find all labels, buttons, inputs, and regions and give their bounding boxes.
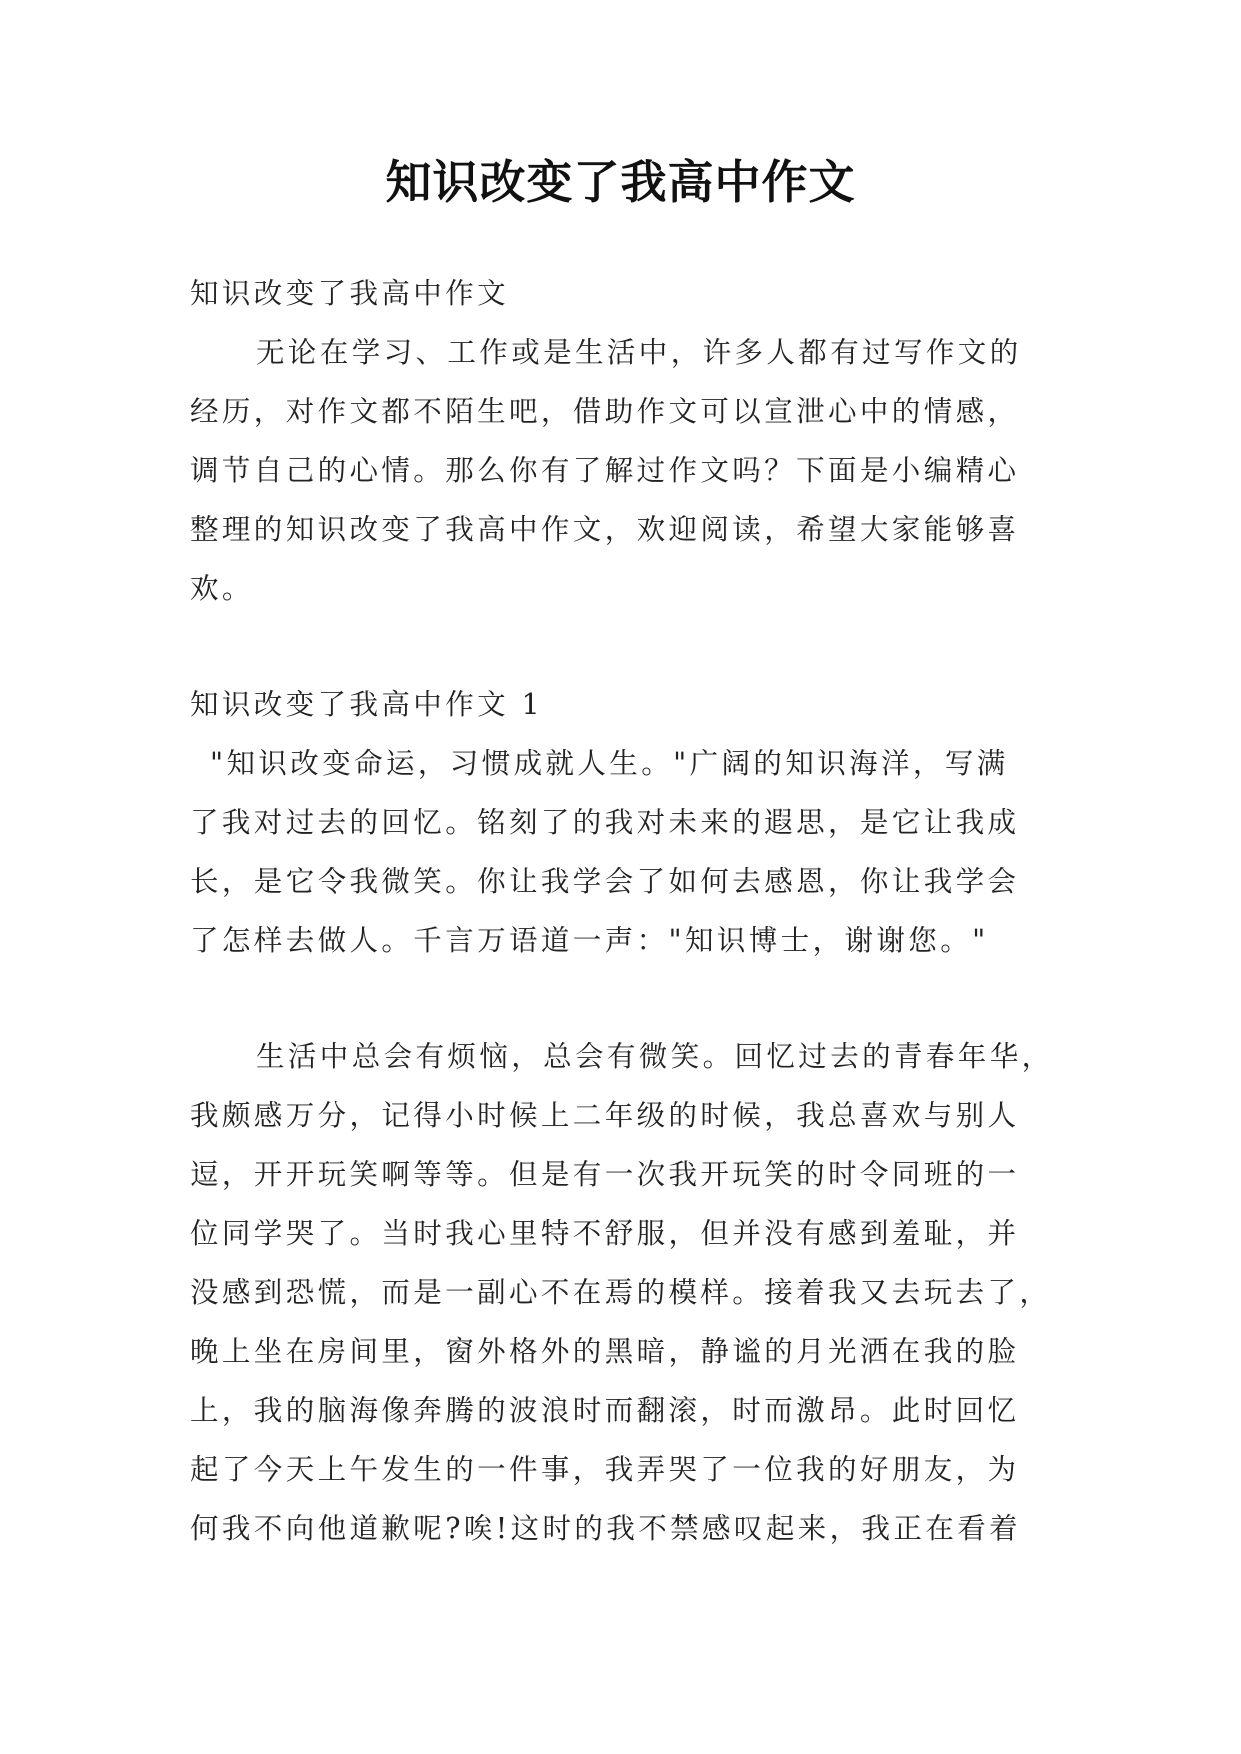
paragraph-line: 长，是它令我微笑。你让我学会了如何去感恩，你让我学会 xyxy=(190,865,1020,898)
paragraph-line: "知识改变命运，习惯成就人生。"广阔的知识海洋，写满 xyxy=(210,747,1009,780)
section-heading: 知识改变了我高中作文 1 xyxy=(190,688,543,721)
paragraph-line: 经历，对作文都不陌生吧，借助作文可以宣泄心中的情感， xyxy=(190,395,1020,428)
section-heading: 知识改变了我高中作文 xyxy=(190,277,510,310)
paragraph-line: 位同学哭了。当时我心里特不舒服，但并没有感到羞耻，并 xyxy=(190,1217,1020,1250)
paragraph-line: 了我对过去的回忆。铭刻了的我对未来的遐思，是它让我成 xyxy=(190,806,1020,839)
paragraph-spacer xyxy=(190,970,1058,1027)
document-title: 知识改变了我高中作文 xyxy=(385,155,856,209)
paragraph-line: 无论在学习、工作或是生活中，许多人都有过写作文的 xyxy=(256,336,1022,369)
paragraph-line: 上，我的脑海像奔腾的波浪时而翻滚，时而激昂。此时回忆 xyxy=(190,1394,1020,1427)
paragraph-line: 生活中总会有烦恼，总会有微笑。回忆过去的青春年华， xyxy=(256,1040,1054,1073)
document-body xyxy=(190,264,1058,1558)
paragraph-spacer xyxy=(190,618,1058,675)
paragraph-line: 整理的知识改变了我高中作文，欢迎阅读，希望大家能够喜 xyxy=(190,513,1020,546)
paragraph-line: 调节自己的心情。那么你有了解过作文吗？下面是小编精心 xyxy=(190,454,1020,487)
paragraph-line: 了怎样去做人。千言万语道一声："知识博士，谢谢您。" xyxy=(190,924,989,957)
paragraph-line: 我颇感万分，记得小时候上二年级的时候，我总喜欢与别人 xyxy=(190,1099,1020,1132)
paragraph-line: 欢。 xyxy=(190,572,254,605)
paragraph-line: 没感到恐慌，而是一副心不在焉的模样。接着我又去玩去了， xyxy=(190,1276,1052,1309)
paragraph-line: 晚上坐在房间里，窗外格外的黑暗，静谧的月光洒在我的脸 xyxy=(190,1335,1020,1368)
paragraph-line: 起了今天上午发生的一件事，我弄哭了一位我的好朋友，为 xyxy=(190,1453,1020,1486)
paragraph-line: 何我不向他道歉呢?唉!这时的我不禁感叹起来，我正在看着 xyxy=(190,1512,1022,1545)
paragraph-line: 逗，开开玩笑啊等等。但是有一次我开玩笑的时令同班的一 xyxy=(190,1158,1020,1191)
